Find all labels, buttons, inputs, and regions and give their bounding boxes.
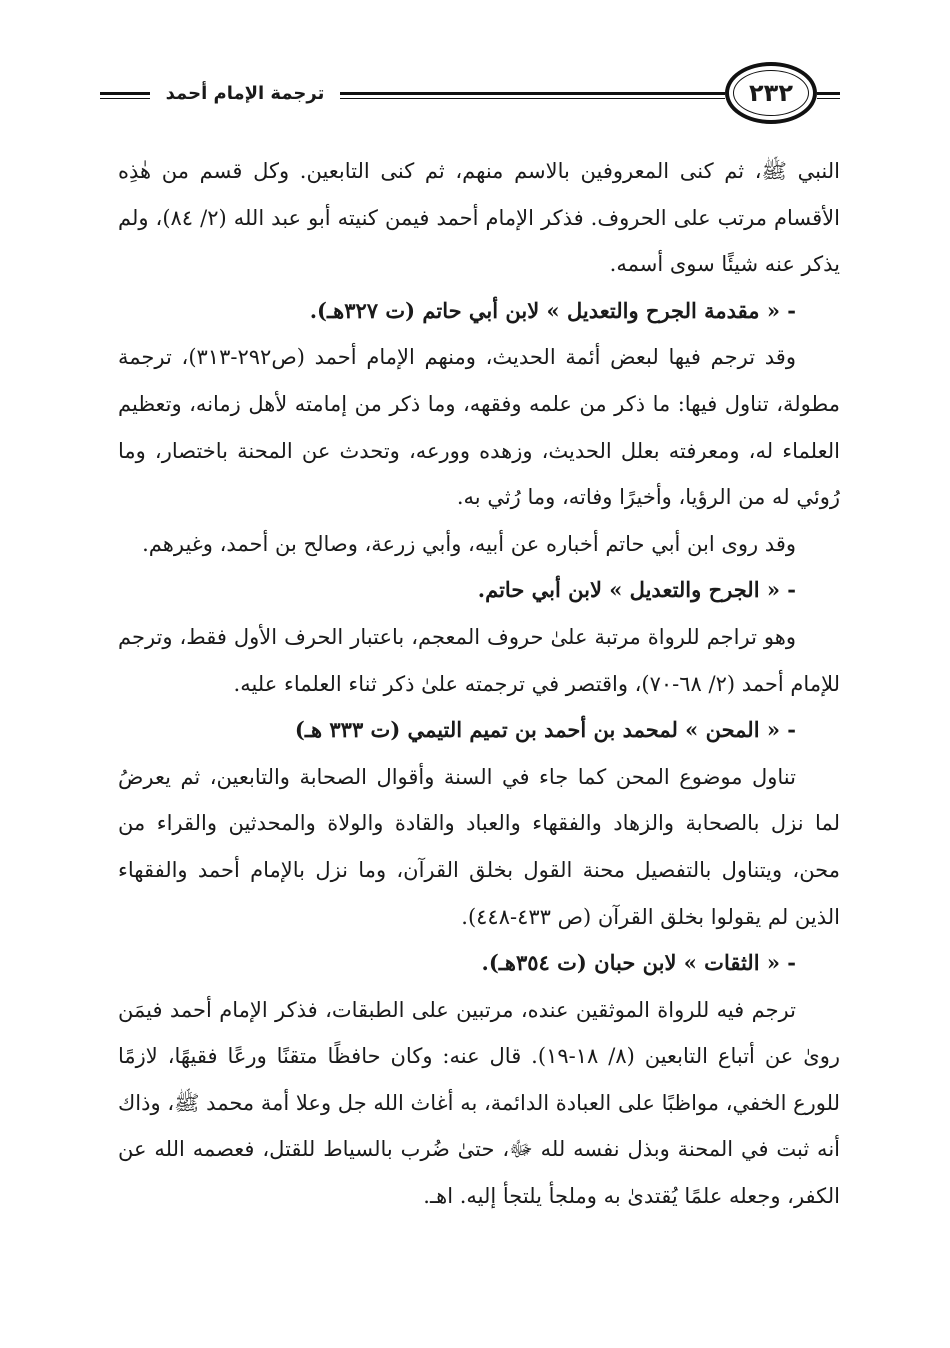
header-rule-right bbox=[817, 92, 840, 95]
source-title: - « المحن » لمحمد بن أحمد بن تميم التيمي (ت ٣٣٣ هـ) bbox=[294, 717, 796, 743]
main-text bbox=[118, 148, 840, 1220]
source-title: - « مقدمة الجرح والتعديل » لابن أبي حاتم (ت ٣٢٧هـ). bbox=[309, 297, 796, 323]
paragraph: وهو تراجم للرواة مرتبة علىٰ حروف المعجم، باعتبار الحرف الأول فقط، وترجم للإمام أحمد (٢/ ٦٨-٧٠)، واقتصر في ترجمته علىٰ ذكر ثناء العلماء عليه. bbox=[118, 624, 840, 696]
header-rule-middle bbox=[340, 92, 725, 95]
paragraph: وقد روى ابن أبي حاتم أخباره عن أبيه، وأبي زرعة، وصالح بن أحمد، وغيرهم. bbox=[142, 531, 796, 556]
paragraph: النبي ﷺ، ثم كنى المعروفين بالاسم منهم، ثم كنى التابعين. وكل قسم من هٰذِه الأقسام مرتب على الحروف. فذكر الإمام أحمد فيمن كنيته أبو عبد الله (٢/ ٨٤)، ولم يذكر عنه شيئًا سوى أسمه. bbox=[118, 159, 840, 277]
header-rule-left bbox=[100, 92, 150, 95]
source-title: - « الثقات » لابن حبان (ت ٣٥٤هـ). bbox=[481, 950, 796, 976]
paragraph: تناول موضوع المحن كما جاء في السنة وأقوال الصحابة والتابعين، ثم يعرضُ لما نزل بالصحابة والزهاد والفقهاء والعباد والقادة والولاة والمحدثين والقراء من محن، ويتناول بالتفصيل محنة القول بخلق القرآن، وما نزل بالإمام أحمد والفقهاء الذين لم يقولوا بخلق القرآن (ص ٤٣٣-٤٤٨). bbox=[118, 764, 840, 929]
header-rule-left-thin bbox=[100, 98, 150, 99]
running-title: ترجمة الإمام أحمد bbox=[150, 82, 340, 106]
page-number: ٢٣٢ bbox=[725, 62, 817, 124]
paragraph: وقد ترجم فيها لبعض أئمة الحديث، ومنهم الإمام أحمد (ص٢٩٢-٣١٣)، ترجمة مطولة، تناول فيها: ما ذكر من علمه وفقهه، وما ذكر من إمامته لأهل زمانه، وتعظيم العلماء له، ومعرفته بعلل الحديث، وزهده وورعه، وتحدث عن المحنة باختصار، وما رُوئي له من الرؤيا، وأخيرًا وفاته، وما رُثي به. bbox=[118, 345, 840, 510]
source-title: - « الجرح والتعديل » لابن أبي حاتم. bbox=[477, 577, 796, 603]
page-header bbox=[100, 62, 840, 132]
header-rule-right-thin bbox=[817, 98, 840, 99]
header-rule-middle-thin bbox=[340, 98, 725, 99]
paragraph: ترجم فيه للرواة الموثقين عنده، مرتبين على الطبقات، فذكر الإمام أحمد فيمَن روىٰ عن أتباع التابعين (٨/ ١٨-١٩). قال عنه: وكان حافظًا متقنًا ورعًا فقيهًا، لازمًا للورع الخفي، مواظبًا على العبادة الدائمة، به أغاث الله جل وعلا أمة محمد ﷺ، وذاك أنه ثبت في المحنة وبذل نفسه لله ﷻ، حتىٰ ضُرب بالسياط للقتل، فعصمه الله عن الكفر، وجعله علمًا يُقتدىٰ به وملجأ يلتجأ إليه. اهـ. bbox=[118, 997, 840, 1209]
